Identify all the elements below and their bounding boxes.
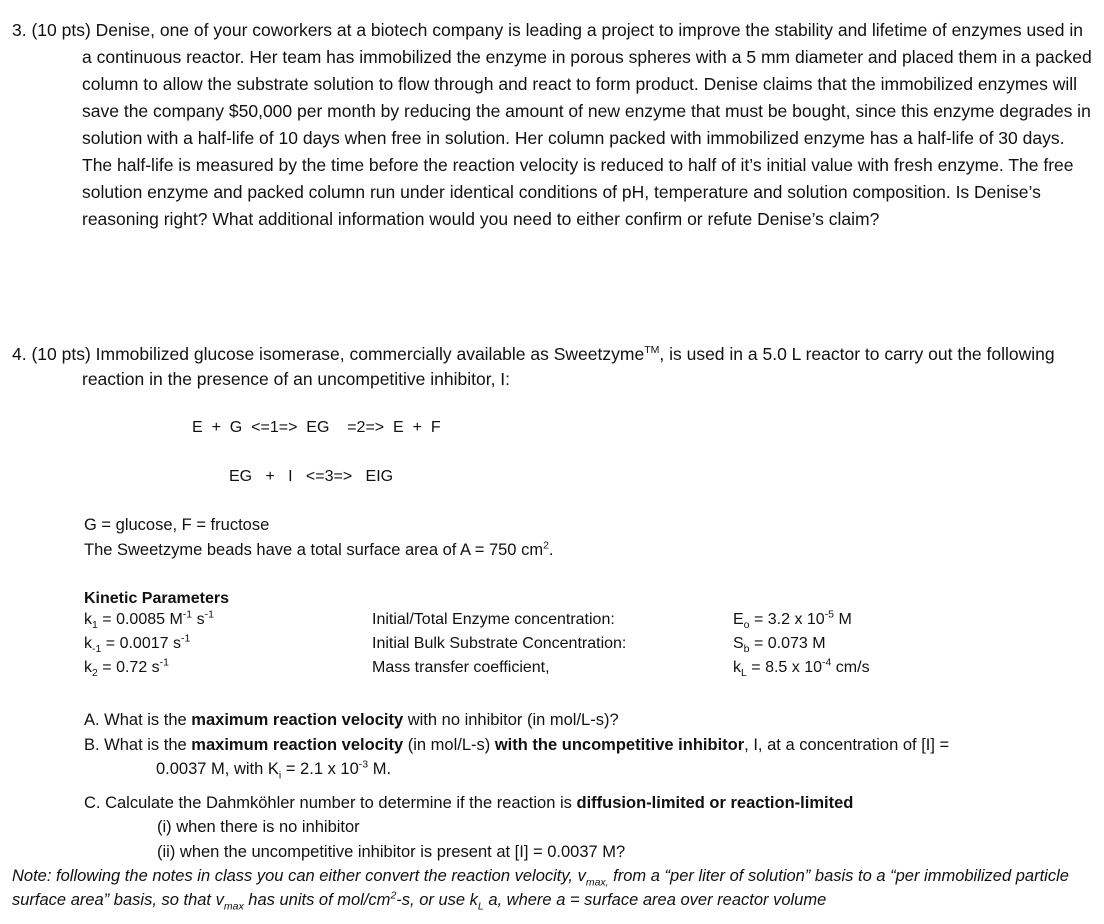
- part-c-ii: (ii) when the uncompetitive inhibitor is present at [I] = 0.0037 M?: [157, 843, 626, 861]
- part-a-question: A. What is the maximum reaction velocity with no inhibitor (in mol/L-s)?: [84, 711, 619, 729]
- rate-constants-column: [84, 608, 214, 680]
- surface-area-statement: The Sweetzyme beads have a total surface area of A = 750 $cm^2$.: [84, 539, 554, 559]
- parameter-values-column: [733, 608, 870, 680]
- substrate-concentration-value: $S_b = 0.073$ M: [733, 635, 826, 656]
- question-3-text: 3. (10 pts) Denise, one of your coworkers at a biotech company is leading a project to improve the stability and lifetime of enzymes used in a continuous reactor. Her team has immobilized the enzyme in porous spheres with a 5 mm diameter and placed them in a packed column to allow the substrate solution to flow through and react to form product. Denise claims that the immobilized enzymes will save the company $50,000 per month by reducing the amount of new enzyme that must be bought, since this enzyme degrades in solution with a half-life of 10 days when free in solution. Her column packed with immobilized enzyme has a half-life of 30 days. The half-life is measured by the time before the reaction velocity is reduced to half of it’s initial value with fresh enzyme. The free solution enzyme and packed column run under identical conditions of pH, temperature and solution composition. Is Denise’s reasoning right? What additional information would you need to either confirm or refute Denise’s claim?: [12, 20, 1092, 229]
- enzyme-concentration-label: Initial/Total Enzyme concentration:: [372, 611, 615, 628]
- part-c-i: (i) when there is no inhibitor: [157, 818, 360, 836]
- question-3: [12, 17, 1094, 233]
- part-c-question: C. Calculate the Dahmköhler number to determine if the reaction is diffusion-limited or reaction-limited: [84, 794, 854, 812]
- enzyme-concentration-value: $E_o = 3.2$ x $10^{-5}$ M: [733, 608, 852, 632]
- note-paragraph: Note: following the notes in class you can either convert the reaction velocity, $v_{max,}$ from a “per liter of solution” basis to a “per immobilized particle surface area” basis, so that $v_{max}$ has units of mol/$cm^2-s$, or use $k_L$ a, where a = surface area over reactor volume: [12, 867, 1069, 913]
- question-4-intro: [12, 342, 1094, 391]
- part-b-question: B. What is the maximum reaction velocity (in mol/L-s) with the uncompetitive inhibitor, I, at a concentration of [I] = 0.0037 M, with $K_i = 2.1$ x $10^{-3}$ M.: [84, 736, 950, 782]
- species-definitions: G = glucose, F = fructose: [84, 516, 270, 534]
- k1-value: $k_1 = 0.0085$ $M^{-1}$ $s^{-1}$: [84, 608, 214, 632]
- mass-transfer-label: Mass transfer coefficient,: [372, 659, 550, 676]
- reaction-equation-2: EG + I <=3=> EIG: [229, 468, 394, 485]
- k2-value: $k_2 = 0.72$ $s^{-1}$: [84, 656, 170, 680]
- reaction-equation-1: E + G <=1=> EG =2=> E + F: [192, 419, 441, 436]
- parameter-labels-column: [372, 608, 626, 680]
- kinetic-parameters-heading: Kinetic Parameters: [84, 590, 229, 607]
- k-minus-1-value: $k_{-1} = 0.0017$ $s^{-1}$: [84, 632, 191, 656]
- substrate-concentration-label: Initial Bulk Substrate Concentration:: [372, 635, 627, 652]
- trademark-symbol: TM: [644, 344, 660, 357]
- mass-transfer-value: $k_L = 8.5$ x $10^{-4}$ cm/s: [733, 656, 870, 680]
- question-4-intro-text-cont: , is used in a 5.0 L reactor to carry out the following reaction in the presence of an uncompetitive inhibitor, I:: [82, 344, 1055, 389]
- question-4-intro-text: 4. (10 pts) Immobilized glucose isomerase, commercially available as Sweetzyme: [12, 344, 645, 364]
